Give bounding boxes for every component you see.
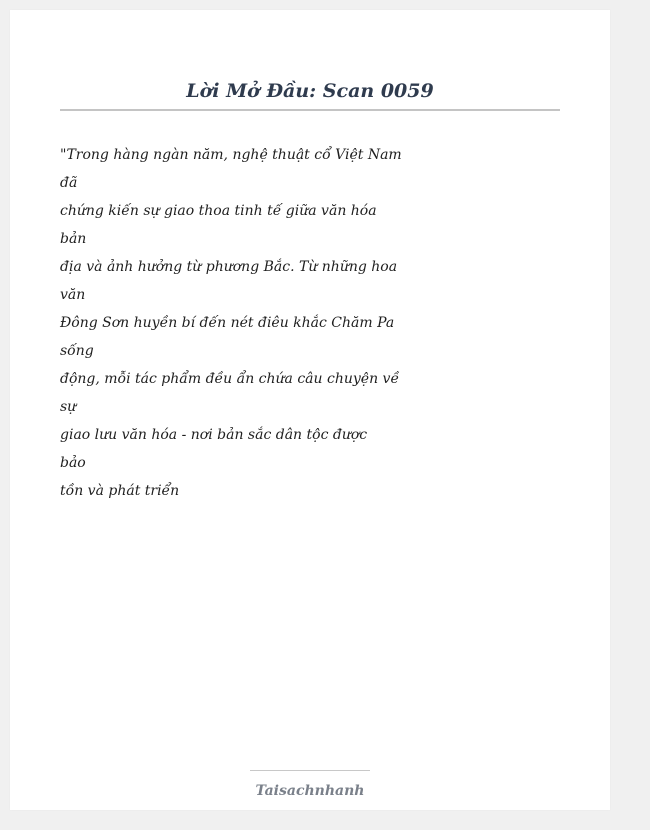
footer-brand: Taisachnhanh <box>255 783 365 799</box>
body-line: bản <box>60 231 87 247</box>
page-title: Lời Mở Đầu: Scan 0059 <box>186 80 434 102</box>
title-divider <box>60 109 560 111</box>
body-line: sống <box>60 343 94 359</box>
document-page <box>10 10 610 810</box>
body-line: chứng kiến sự giao thoa tinh tế giữa văn hóa <box>60 203 377 219</box>
body-line: sự <box>60 399 77 415</box>
body-text <box>60 141 402 505</box>
body-line: động, mỗi tác phẩm đều ẩn chứa câu chuyện về <box>60 371 400 387</box>
body-line: văn <box>60 287 86 303</box>
footer-divider <box>250 770 370 771</box>
body-line: bảo <box>60 455 86 471</box>
body-line: đã <box>60 175 78 191</box>
body-line: địa và ảnh hưởng từ phương Bắc. Từ những hoa <box>60 259 398 275</box>
body-line: tồn và phát triển <box>60 483 180 499</box>
body-line: "Trong hàng ngàn năm, nghệ thuật cổ Việt Nam <box>60 147 402 163</box>
body-line: Đông Sơn huyền bí đến nét điêu khắc Chăm Pa <box>60 315 395 331</box>
body-line: giao lưu văn hóa - nơi bản sắc dân tộc được <box>60 427 368 443</box>
